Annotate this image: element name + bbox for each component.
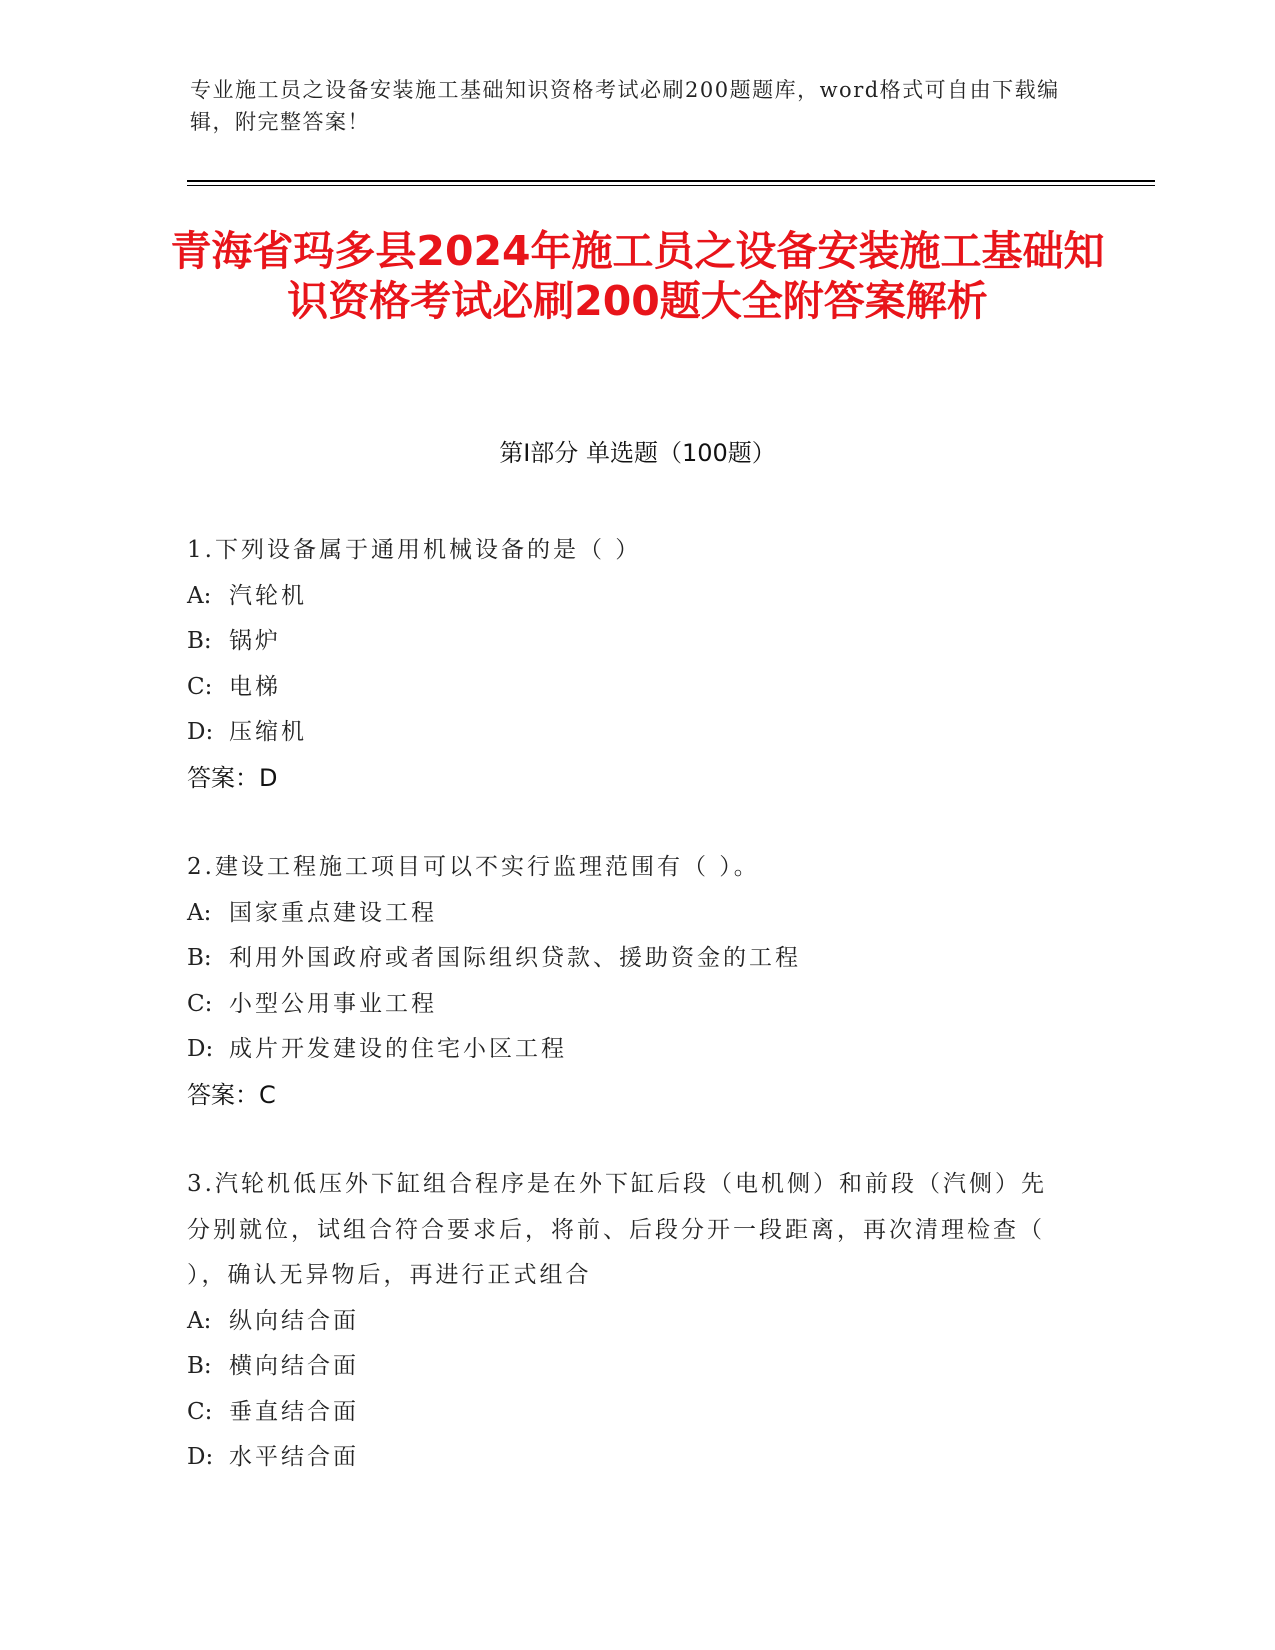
question-stem: 2.建设工程施工项目可以不实行监理范围有（ ）。: [187, 854, 760, 880]
option-b: [187, 619, 1067, 665]
option-text: 小型公用事业工程: [229, 990, 437, 1017]
option-a: [187, 574, 1067, 620]
option-text: 压缩机: [229, 719, 307, 745]
section-title: 第Ⅰ部分 单选题（100题）: [499, 439, 776, 467]
option-letter: C:: [187, 990, 213, 1017]
option-letter: B:: [187, 945, 212, 971]
option-text: 利用外国政府或者国际组织贷款、援助资金的工程: [229, 945, 801, 971]
answer-line: 答案：C: [187, 1080, 276, 1109]
option-c: [187, 982, 1067, 1028]
option-letter: A:: [187, 582, 212, 609]
option-text: 汽轮机: [229, 582, 307, 609]
question-list: [187, 528, 1067, 1525]
option-text: 成片开发建设的住宅小区工程: [229, 1036, 567, 1062]
option-letter: D:: [187, 1444, 214, 1470]
question-item: [187, 1162, 1067, 1481]
option-d: [187, 1027, 1067, 1073]
option-letter: B:: [187, 628, 212, 654]
option-text: 国家重点建设工程: [229, 899, 437, 926]
option-c: [187, 665, 1067, 711]
question-item: [187, 845, 1067, 1118]
option-text: 锅炉: [229, 628, 281, 654]
option-text: 垂直结合面: [229, 1398, 359, 1425]
option-letter: C:: [187, 1398, 213, 1425]
option-letter: D:: [187, 1036, 214, 1062]
option-letter: A:: [187, 1307, 212, 1334]
option-b: [187, 1344, 1067, 1390]
option-a: [187, 891, 1067, 937]
answer-line: 答案：D: [187, 763, 278, 792]
header-divider-thin: [187, 185, 1155, 186]
option-letter: A:: [187, 899, 212, 926]
question-stem: 3.汽轮机低压外下缸组合程序是在外下缸后段（电机侧）和前段（汽侧）先分别就位，试组合符合要求后，将前、后段分开一段距离，再次清理检查（ ），确认无异物后，再进行正式组合: [187, 1171, 1047, 1288]
header-note: 专业施工员之设备安装施工基础知识资格考试必刷200题题库，word格式可自由下载编辑，附完整答案！: [190, 78, 1060, 134]
option-text: 电梯: [229, 673, 281, 700]
option-letter: D:: [187, 719, 214, 745]
option-c: [187, 1390, 1067, 1436]
option-text: 横向结合面: [229, 1353, 359, 1379]
question-item: [187, 528, 1067, 801]
option-a: [187, 1299, 1067, 1345]
option-d: [187, 1435, 1067, 1481]
option-b: [187, 936, 1067, 982]
option-letter: C:: [187, 673, 213, 700]
option-text: 纵向结合面: [229, 1307, 359, 1334]
option-letter: B:: [187, 1353, 212, 1379]
question-stem: 1.下列设备属于通用机械设备的是（ ）: [187, 537, 642, 563]
document-title: 青海省玛多县2024年施工员之设备安装施工基础知识资格考试必刷200题大全附答案解析: [170, 227, 1105, 325]
header-divider-thick: [187, 180, 1155, 182]
option-text: 水平结合面: [229, 1444, 359, 1470]
option-d: [187, 710, 1067, 756]
